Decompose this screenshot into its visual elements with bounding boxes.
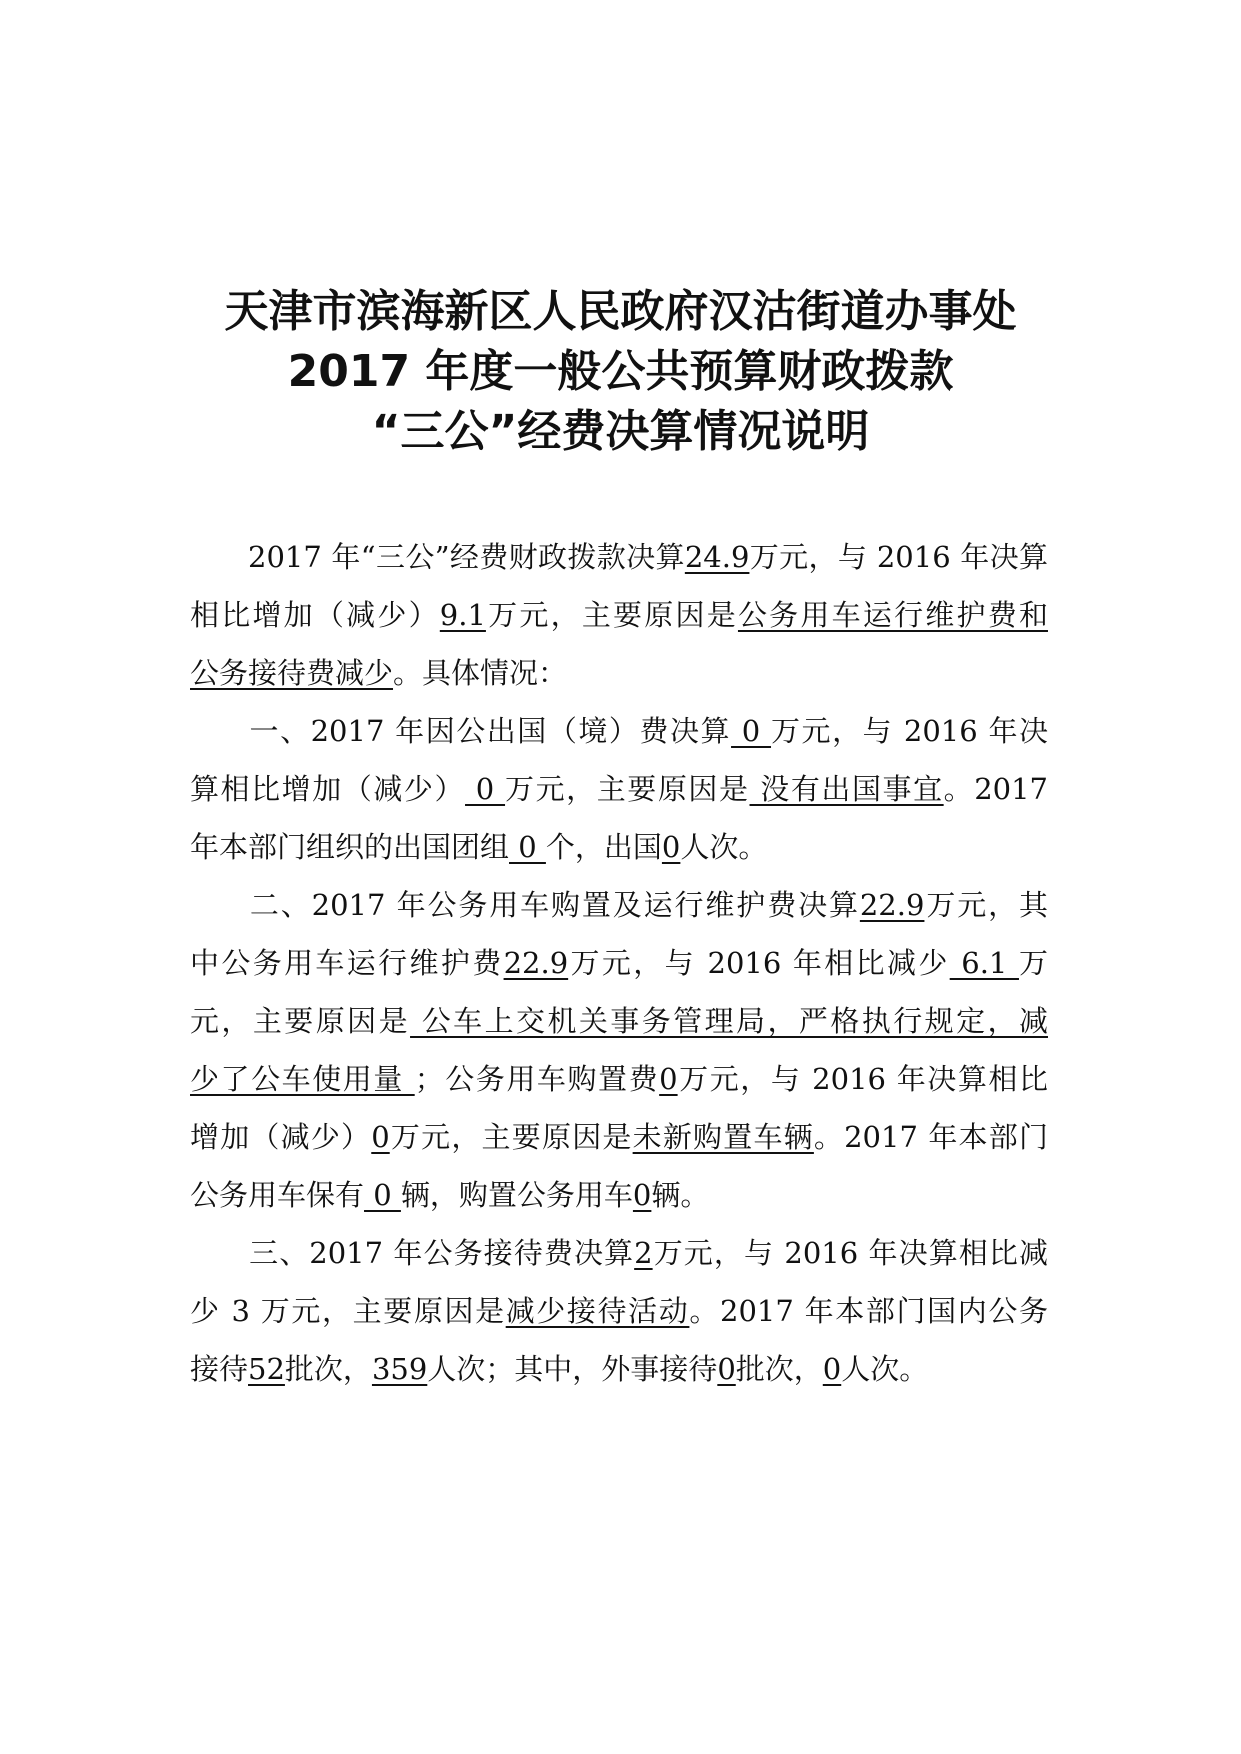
text-line [190,760,1048,818]
foreign-reception-batches: 0 [717,1352,736,1386]
text-span: 万 [1018,946,1048,980]
text-span: 批次， [735,1352,823,1386]
text-span: 万元，与 2016 年决算 [749,540,1048,574]
vehicle-total-amount: 22.9 [859,888,925,922]
text-span: 年本部门组织的出国团组 [190,830,510,864]
text-line [190,702,1048,760]
vehicles-owned: 0 [364,1178,401,1212]
reason-text: 减少接待活动 [505,1294,690,1328]
overseas-people: 0 [661,830,681,864]
document-body [190,528,1048,1398]
vehicles-bought: 0 [632,1178,652,1212]
text-span: 公务用车保有 [190,1178,365,1212]
text-span: 算相比增加（减少） [190,772,466,806]
text-span: 万元，主要原因是 [485,598,738,632]
text-line [190,934,1048,992]
title-line-1: 天津市滨海新区人民政府汉沽街道办事处 [224,286,1017,337]
foreign-reception-people: 0 [822,1352,842,1386]
overseas-amount: 0 [731,714,772,748]
text-line [190,1166,1048,1224]
reason-text: 公务接待费减少 [190,656,394,690]
overseas-change: 0 [465,772,506,806]
text-span: 个，出国 [545,830,662,864]
text-span: 二、2017 年公务用车购置及运行维护费决算 [248,888,860,922]
text-span: 元，主要原因是 [190,1004,411,1038]
title-line-3: “三公”经费决算情况说明 [371,406,870,457]
vehicle-change-amount: 6.1 [949,946,1019,980]
text-line [190,1050,1048,1108]
text-line [190,1108,1048,1166]
section-official-vehicles [190,876,1048,1224]
total-amount: 24.9 [684,540,750,574]
text-span: 中公务用车运行维护费 [190,946,504,980]
text-span: 批次， [284,1352,372,1386]
text-span: 万元，主要原因是 [505,772,750,806]
reception-people: 359 [371,1352,428,1386]
text-span: 辆。 [651,1178,710,1212]
text-span: 增加（减少） [190,1120,372,1154]
reception-amount: 2 [634,1236,653,1270]
vehicle-purchase-change: 0 [371,1120,390,1154]
text-span: 。2017 年本部门国内公务 [689,1294,1048,1328]
text-span: 万元，其 [924,888,1048,922]
text-span: 人次。 [841,1352,929,1386]
reason-text: 少了公车使用量 [190,1062,415,1096]
text-line [190,1282,1048,1340]
text-span: ；公务用车购置费 [414,1062,660,1096]
reason-text: 公务用车运行维护费和 [737,598,1048,632]
reception-batches: 52 [248,1352,285,1386]
text-span: 万元，与 2016 年决 [771,714,1048,748]
text-span: 人次；其中，外事接待 [427,1352,718,1386]
text-line [190,992,1048,1050]
document-title [0,282,1241,462]
intro-paragraph [190,528,1048,702]
text-span: 接待 [190,1352,249,1386]
text-span: 万元，与 2016 年决算相比 [677,1062,1048,1096]
title-line-2: 2017 年度一般公共预算财政拨款 [287,346,954,397]
text-span: 。具体情况： [393,656,568,690]
text-line [190,1224,1048,1282]
text-span: 一、2017 年因公出国（境）费决算 [248,714,732,748]
reason-text: 未新购置车辆 [632,1120,814,1154]
change-amount: 9.1 [439,598,486,632]
vehicle-maintenance-amount: 22.9 [503,946,569,980]
text-line [190,644,1048,702]
overseas-groups: 0 [509,830,546,864]
reason-text: 没有出国事宜 [749,772,944,806]
text-span: 。2017 [943,772,1048,806]
text-span: 。2017 年本部门 [813,1120,1048,1154]
text-line [190,586,1048,644]
text-span: 2017 年“三公”经费财政拨款决算 [248,540,685,574]
vehicle-purchase-amount: 0 [659,1062,678,1096]
section-official-reception [190,1224,1048,1398]
text-span: 人次。 [680,830,768,864]
text-span: 辆，购置公务用车 [400,1178,633,1212]
section-overseas-travel [190,702,1048,876]
text-line [190,818,1048,876]
text-line [190,528,1048,586]
text-span: 少 3 万元，主要原因是 [190,1294,506,1328]
text-span: 万元，主要原因是 [389,1120,633,1154]
text-span: 三、2017 年公务接待费决算 [248,1236,635,1270]
text-span: 万元，与 2016 年决算相比减 [652,1236,1048,1270]
text-span: 相比增加（减少） [190,598,440,632]
text-line [190,1340,1048,1398]
reason-text: 公车上交机关事务管理局，严格执行规定，减 [410,1004,1048,1038]
text-line [190,876,1048,934]
text-span: 万元，与 2016 年相比减少 [568,946,950,980]
